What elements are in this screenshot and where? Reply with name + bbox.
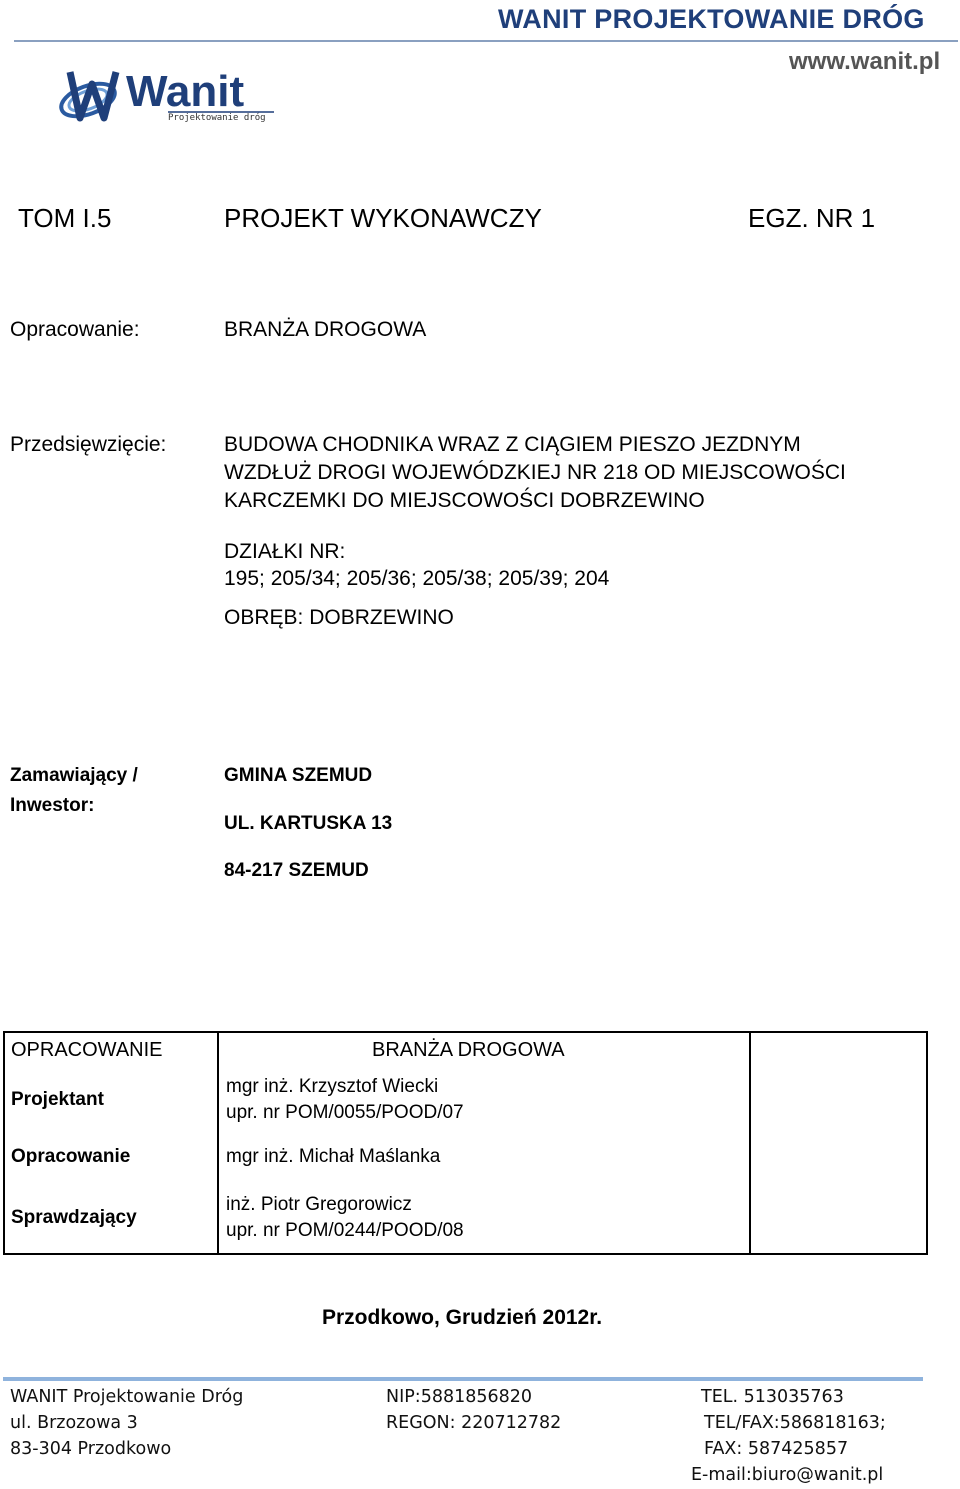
obreb: OBRĘB: DOBRZEWINO <box>224 606 454 629</box>
header-rule <box>14 40 958 42</box>
inwestor-city: 84-217 SZEMUD <box>224 860 369 881</box>
opracowanie-label: Opracowanie: <box>10 318 140 341</box>
footer-fax: FAX: 587425857 <box>704 1439 849 1459</box>
inwestor-name: GMINA SZEMUD <box>224 765 373 786</box>
zamawiajacy-label: Zamawiający / <box>10 765 138 786</box>
sig-name-projektant: mgr inż. Krzysztof Wiecki <box>226 1076 439 1097</box>
logo-subtext: Projektowanie dróg <box>168 113 266 123</box>
przedsiewziecie-label: Przedsięwzięcie: <box>10 433 167 456</box>
sig-role-sprawdzajacy: Sprawdzający <box>11 1207 137 1228</box>
sig-name-sprawdzajacy: inż. Piotr Gregorowicz <box>226 1194 412 1215</box>
place-date: Przodkowo, Grudzień 2012r. <box>322 1306 603 1329</box>
footer-regon: REGON: 220712782 <box>386 1413 562 1433</box>
tom-number: TOM I.5 <box>18 203 112 233</box>
copy-number: EGZ. NR 1 <box>748 203 876 233</box>
footer-nip: NIP:5881856820 <box>386 1387 533 1407</box>
przedsiewziecie-line-2: WZDŁUŻ DROGI WOJEWÓDZKIEJ NR 218 OD MIEJSCOWOŚCI <box>224 461 846 484</box>
footer-tel: TEL. 513035763 <box>701 1387 844 1407</box>
sig-header-mid: BRANŻA DROGOWA <box>372 1039 565 1061</box>
sig-name-opracowanie: mgr inż. Michał Maślanka <box>226 1146 441 1167</box>
dzialki-label: DZIAŁKI NR: <box>224 540 346 563</box>
footer-street: ul. Brzozowa 3 <box>10 1413 138 1433</box>
footer-city: 83-304 Przodkowo <box>10 1439 172 1459</box>
dzialki-value: 195; 205/34; 205/36; 205/38; 205/39; 204 <box>224 567 610 590</box>
signature-table <box>3 1031 928 1255</box>
sig-license-projektant: upr. nr POM/0055/POOD/07 <box>226 1102 464 1123</box>
sig-role-opracowanie: Opracowanie <box>11 1146 131 1167</box>
company-title: WANIT PROJEKTOWANIE DRÓG <box>498 4 925 34</box>
logo-text: Wanit <box>126 67 245 116</box>
inwestor-street: UL. KARTUSKA 13 <box>224 813 393 834</box>
company-website[interactable]: www.wanit.pl <box>789 48 941 75</box>
footer-company: WANIT Projektowanie Dróg <box>10 1387 244 1407</box>
footer-rule <box>3 1377 923 1381</box>
sig-role-projektant: Projektant <box>11 1089 104 1110</box>
project-type: PROJEKT WYKONAWCZY <box>224 203 542 233</box>
przedsiewziecie-line-3: KARCZEMKI DO MIEJSCOWOŚCI DOBRZEWINO <box>224 489 705 512</box>
footer-telfax: TEL/FAX:586818163; <box>704 1413 886 1433</box>
inwestor-label: Inwestor: <box>10 795 95 816</box>
sig-col-signature <box>750 1032 927 1254</box>
footer-email[interactable]: E-mail:biuro@wanit.pl <box>691 1465 884 1485</box>
opracowanie-value: BRANŻA DROGOWA <box>224 318 427 341</box>
sig-license-sprawdzajacy: upr. nr POM/0244/POOD/08 <box>226 1220 464 1241</box>
przedsiewziecie-line-1: BUDOWA CHODNIKA WRAZ Z CIĄGIEM PIESZO JEZDNYM <box>224 433 801 456</box>
wanit-logo <box>52 60 282 132</box>
sig-header-left: OPRACOWANIE <box>11 1039 163 1061</box>
